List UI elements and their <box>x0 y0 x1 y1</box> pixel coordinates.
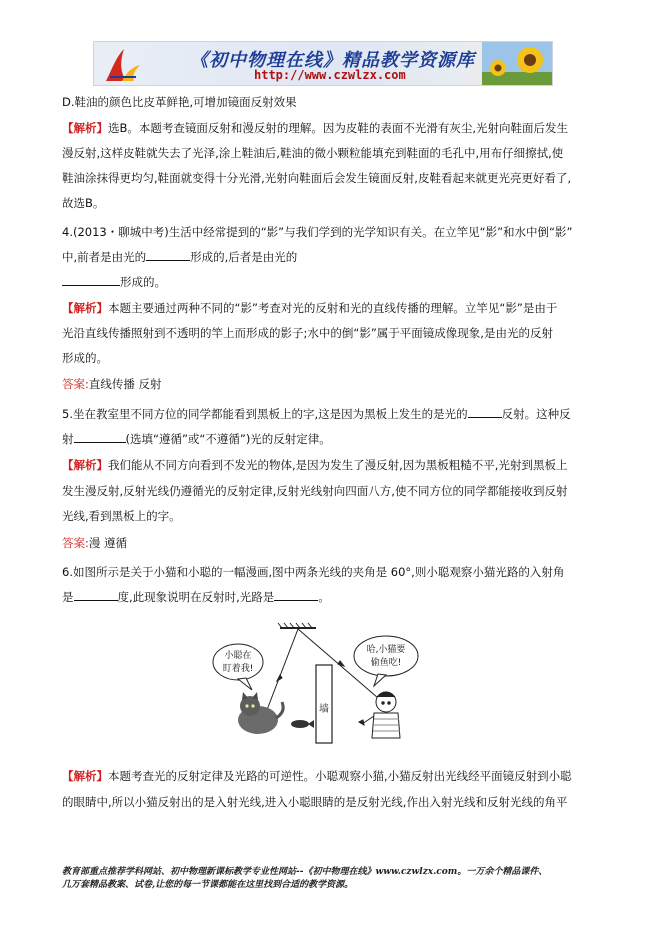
analysis-q4 <box>62 301 557 315</box>
bubble-boy-line2: 偷鱼吃! <box>370 658 402 668</box>
q4-text-1: 中,前者是由光的 <box>62 250 147 264</box>
question-4-line3 <box>62 275 166 289</box>
question-6: 6.如图所示是关于小猫和小聪的一幅漫画,图中两条光线的夹角是 60°,则小聪观察小猫光路的入射角 <box>62 565 565 579</box>
answer-blank <box>62 275 120 286</box>
analysis-q3-line4: 故选B。 <box>62 196 105 210</box>
analysis-q3-line2: 漫反射,这样皮鞋就失去了光泽,涂上鞋油后,鞋油的微小颗粒能填充到鞋面的毛孔中,用布仔细擦拭,使 <box>62 146 564 160</box>
q6-text-3: 。 <box>318 590 330 604</box>
analysis-tag: 【解析】 <box>62 769 108 783</box>
fish-icon <box>291 720 314 728</box>
banner-title: 《初中物理在线》精品教学资源库 <box>190 50 475 71</box>
bubble-cat-line1: 小聪在 <box>224 651 252 661</box>
analysis-q5-line3: 光线,看到黑板上的字。 <box>62 509 181 523</box>
answer-blank <box>146 250 190 261</box>
analysis-tag: 【解析】 <box>62 458 108 472</box>
bubble-boy-line1: 哈,小猫要 <box>366 645 406 655</box>
q5-text-3: 射 <box>62 432 74 446</box>
footer-line-2: 几万套精品教案、试卷,让您的每一节课都能在这里找到合适的教学资源。 <box>62 880 354 890</box>
question-4-line2 <box>62 250 297 264</box>
boy-icon <box>359 692 400 738</box>
speech-bubble-cat <box>213 644 263 680</box>
option-d: D.鞋油的颜色比皮革鲜艳,可增加镜面反射效果 <box>62 95 297 109</box>
speech-bubble-boy <box>354 636 418 676</box>
question-6-line2 <box>62 590 330 604</box>
q5-text-2: 反射。这种反 <box>501 407 571 421</box>
q5-text-1: 5.坐在教室里不同方位的同学都能看到黑板上的字,这是因为黑板上发生的是光的 <box>62 407 468 421</box>
wall-label: 墙 <box>319 704 329 715</box>
q4-text-3: 形成的。 <box>120 275 166 289</box>
bubble-cat-line2: 盯着我! <box>222 664 254 674</box>
analysis-q5 <box>62 458 567 472</box>
q5-text-4: (选填“遵循”或“不遵循”)光的反射定律。 <box>125 432 331 446</box>
cartoon-figure <box>210 620 450 745</box>
cat-icon <box>238 692 283 734</box>
analysis-q5-line2: 发生漫反射,反射光线仍遵循光的反射定律,反射光线射向四面八方,使不同方位的同学都能接收到反射 <box>62 484 568 498</box>
question-5-line2 <box>62 432 331 446</box>
banner-url: http://www.czwlzx.com <box>254 68 406 82</box>
footer-line-1: 教育部重点推荐学科网站、初中物理新课标教学专业性网站--《初中物理在线》www.czwlzx.com。一万余个精品课件、 <box>62 867 548 877</box>
q4-text-2: 形成的,后者是由光的 <box>190 250 298 264</box>
analysis-q4-line2: 光沿直线传播照射到不透明的竿上而形成的影子;水中的倒“影”属于平面镜成像现象,是由光的反射 <box>62 326 553 340</box>
answer-blank <box>74 432 126 443</box>
question-5 <box>62 407 571 421</box>
analysis-text: 本题主要通过两种不同的“影”考查对光的反射和光的直线传播的理解。立竿见“影”是由于 <box>108 301 558 315</box>
analysis-text: 本题考查光的反射定律及光路的可逆性。小聪观察小猫,小猫反射出光线经平面镜反射到小聪 <box>108 769 572 783</box>
answer-q4 <box>62 377 162 391</box>
analysis-q4-line3: 形成的。 <box>62 351 108 365</box>
analysis-q3 <box>62 121 568 135</box>
sunflower-image <box>482 42 552 86</box>
answer-text: 直线传播 反射 <box>88 377 162 391</box>
analysis-q3-line3: 鞋油涂抹得更均匀,鞋面就变得十分光滑,光射向鞋面后会发生镜面反射,皮鞋看起来就更光亮更好看了, <box>62 171 572 185</box>
answer-q5 <box>62 536 127 550</box>
analysis-q6-line2: 的眼睛中,所以小猫反射出的是入射光线,进入小聪眼睛的是反射光线,作出入射光线和反射光线的角平 <box>62 795 568 809</box>
answer-label: 答案: <box>62 377 89 391</box>
answer-blank <box>74 590 118 601</box>
answer-label: 答案: <box>62 536 89 550</box>
answer-blank <box>468 407 502 418</box>
answer-text: 漫 遵循 <box>88 536 128 550</box>
site-logo-icon <box>102 47 142 83</box>
q6-text-1: 是 <box>62 590 74 604</box>
answer-blank <box>274 590 318 601</box>
analysis-tag: 【解析】 <box>62 121 108 135</box>
question-4: 4.(2013・聊城中考)生活中经常提到的“影”与我们学到的光学知识有关。在立竿见“影”和水中倒“影” <box>62 225 573 239</box>
analysis-text: 我们能从不同方向看到不发光的物体,是因为发生了漫反射,因为黑板粗糙不平,光射到黑板上 <box>108 458 568 472</box>
analysis-tag: 【解析】 <box>62 301 108 315</box>
analysis-q6 <box>62 769 572 783</box>
analysis-text: 选B。本题考查镜面反射和漫反射的理解。因为皮鞋的表面不光滑有灰尘,光射向鞋面后发生 <box>108 121 569 135</box>
q6-text-2: 度,此现象说明在反射时,光路是 <box>117 590 275 604</box>
header-banner <box>93 41 553 86</box>
